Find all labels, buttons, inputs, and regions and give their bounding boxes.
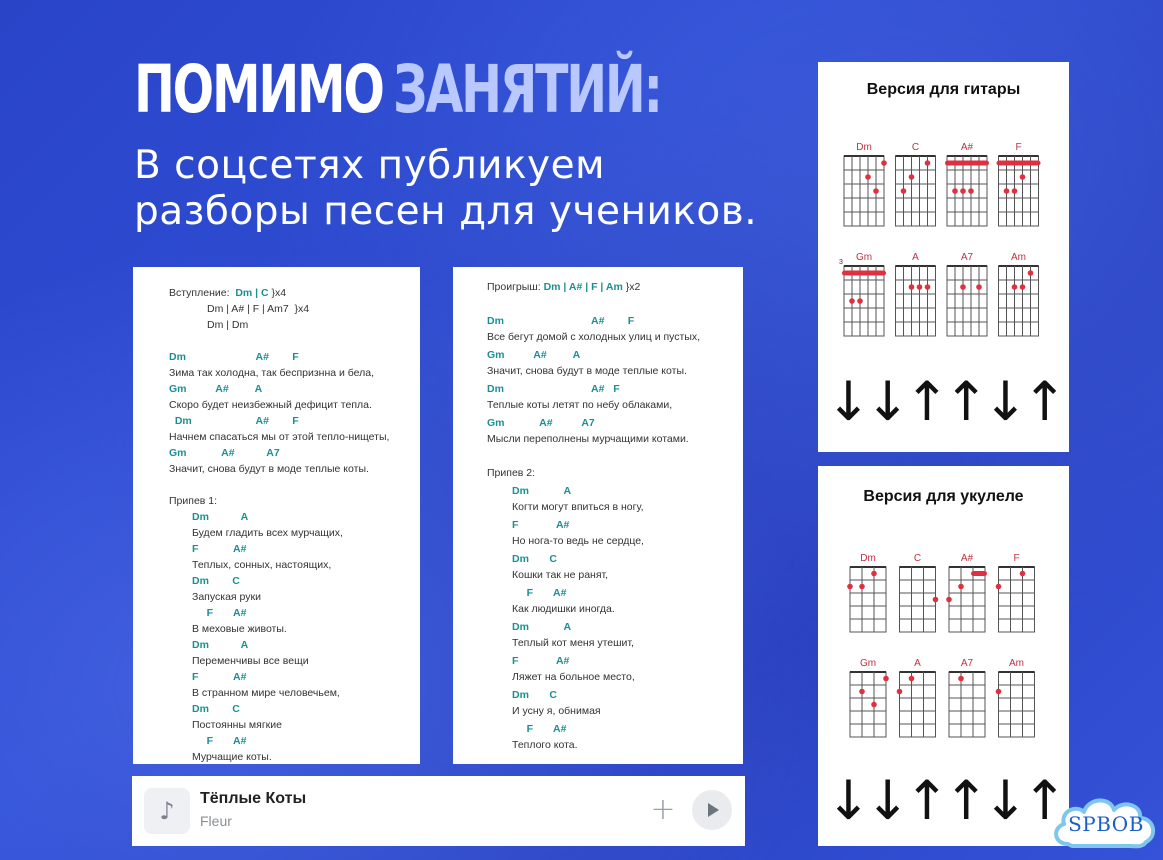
finger-dot: [871, 571, 877, 577]
chord-diagram: [850, 658, 889, 737]
lyric-line: Переменчивы все вещи: [192, 655, 309, 667]
finger-dot: [1020, 571, 1026, 577]
chord-progression: Dm | C: [235, 287, 269, 299]
repeat-count: }x4: [268, 287, 287, 299]
chord-line: Dm C: [192, 703, 240, 715]
finger-dot: [996, 689, 1002, 695]
ukulele-version-card: [818, 466, 1069, 846]
lyric-line: [169, 286, 286, 300]
chord-name: A: [914, 658, 921, 669]
barre-mark: [945, 161, 989, 166]
chord-diagram: [897, 658, 936, 737]
chord-diagram: [896, 142, 936, 226]
chord-line: Dm C: [512, 689, 557, 701]
lyric-line: Начнем спасаться мы от этой тепло-нищеты,: [169, 431, 390, 443]
finger-dot: [952, 188, 958, 194]
chord-name: C: [911, 142, 920, 153]
add-icon[interactable]: +: [650, 792, 676, 827]
finger-dot: [909, 284, 915, 290]
lyric-line: Когти могут впиться в ногу,: [512, 501, 644, 513]
spbob-logo: [1050, 790, 1162, 856]
fretboard: [900, 567, 936, 632]
play-icon: [708, 803, 719, 817]
chord-name: Am: [1011, 252, 1026, 263]
barre-mark: [842, 271, 886, 276]
track-artist[interactable]: Fleur: [200, 813, 232, 829]
lyric-line: Dm | A# | F | Am7 }x4: [207, 303, 310, 315]
fretboard: [949, 672, 985, 737]
finger-dot: [958, 584, 964, 590]
chord-progression: Dm | A# | F | Am: [543, 281, 623, 293]
chord-diagram: [999, 252, 1039, 336]
subheading-line-1: В соцсетях публикуем: [134, 143, 606, 188]
lyric-line: Кошки так не ранят,: [512, 569, 609, 581]
fretboard: [896, 266, 936, 336]
finger-dot: [1012, 284, 1018, 290]
finger-dot: [897, 689, 903, 695]
chord-name: Gm: [859, 658, 877, 669]
lyric-line: В странном мире человечьем,: [192, 687, 340, 699]
chord-line: F A#: [192, 671, 247, 683]
lyric-line: Теплых, сонных, настоящих,: [192, 559, 332, 571]
finger-dot: [958, 676, 964, 682]
chord-line: Dm A# F: [169, 351, 299, 363]
lyric-line: Dm | Dm: [207, 319, 249, 331]
chord-line: Dm A# F: [487, 315, 635, 327]
fretboard: [850, 672, 886, 737]
finger-dot: [849, 298, 855, 304]
finger-dot: [933, 597, 939, 603]
chord-line: F A#: [192, 543, 247, 555]
lyric-line: Ляжет на больное место,: [512, 671, 635, 683]
finger-dot: [901, 188, 907, 194]
lyric-line: Все бегут домой с холодных улиц и пустых,: [487, 331, 701, 343]
headline-accent: ЗАНЯТИЙ:: [393, 51, 661, 128]
finger-dot: [960, 284, 966, 290]
finger-dot: [1012, 188, 1018, 194]
chord-name: F: [1013, 553, 1020, 564]
music-note-icon: ♪: [144, 788, 190, 834]
chord-line: F A#: [512, 723, 567, 735]
lyric-line: Скоро будет неизбежный дефицит тепла.: [169, 399, 372, 411]
lyrics-sheet-right: [453, 267, 743, 764]
finger-dot: [881, 160, 887, 166]
fretboard: [949, 567, 985, 632]
barre-mark: [971, 571, 987, 576]
chord-line: F A#: [512, 587, 567, 599]
fretboard: [999, 266, 1039, 336]
fretboard: [900, 672, 936, 737]
guitar-card-title: Версия для гитары: [866, 81, 1021, 98]
chord-line: Gm A# A7: [487, 417, 595, 429]
chord-line: Dm A: [192, 639, 249, 651]
finger-dot: [857, 298, 863, 304]
lyric-line: Теплый кот меня утешит,: [512, 637, 634, 649]
finger-dot: [976, 284, 982, 290]
chord-line: Dm C: [512, 553, 557, 565]
finger-dot: [996, 584, 1002, 590]
lyrics-sheet-left: [133, 267, 420, 764]
finger-dot: [847, 584, 853, 590]
chord-line: Gm A# A7: [169, 447, 280, 459]
chord-line: F A#: [192, 735, 247, 747]
subheading-line-2: разборы песен для учеников.: [134, 189, 758, 234]
fretboard: [999, 672, 1035, 737]
chord-name: A#: [960, 142, 974, 153]
music-player[interactable]: [132, 776, 745, 846]
section-label: Проигрыш:: [487, 281, 544, 293]
finger-dot: [960, 188, 966, 194]
chord-diagram: [947, 252, 987, 336]
chord-diagram: [896, 252, 936, 336]
chord-diagram: [844, 142, 887, 226]
chord-line: Dm A# F: [487, 383, 620, 395]
chord-name: A#: [960, 553, 974, 564]
logo-text: SPBOB: [1068, 812, 1144, 836]
lyric-line: В меховые животы.: [192, 623, 287, 635]
lyric-line: Как людишки иногда.: [512, 603, 615, 615]
lyric-line: Мурчащие коты.: [192, 751, 272, 763]
chord-name: C: [913, 553, 922, 564]
page-headline: [134, 52, 661, 128]
lyric-line: И усну я, обнимая: [512, 705, 601, 717]
guitar-strum-pattern: ↓↓↑↑↓↑: [825, 370, 1062, 433]
lyric-line: Припев 2:: [487, 467, 536, 479]
chord-name: Dm: [856, 142, 872, 153]
chord-diagram: [945, 142, 989, 226]
repeat-count: }x2: [622, 281, 641, 293]
fretboard: [947, 266, 987, 336]
ukulele-card-title: Версия для укулеле: [863, 488, 1024, 505]
finger-dot: [968, 188, 974, 194]
chord-line: F A#: [512, 519, 570, 531]
finger-dot: [909, 676, 915, 682]
finger-dot: [1020, 174, 1026, 180]
chord-diagram: [839, 252, 886, 336]
finger-dot: [1020, 284, 1026, 290]
chord-name: F: [1015, 142, 1022, 153]
page-subheading: [134, 143, 757, 235]
finger-dot: [909, 174, 915, 180]
finger-dot: [859, 689, 865, 695]
guitar-version-card: [818, 62, 1069, 452]
chord-line: Dm A: [192, 511, 249, 523]
chord-name: A7: [960, 252, 974, 263]
chord-line: F A#: [192, 607, 247, 619]
finger-dot: [946, 597, 952, 603]
finger-dot: [917, 284, 923, 290]
chord-name: Dm: [860, 553, 876, 564]
fret-number: 3: [839, 259, 843, 266]
finger-dot: [883, 676, 889, 682]
track-title[interactable]: Тёплые Коты: [200, 790, 307, 807]
chord-name: A: [912, 252, 919, 263]
chord-diagram: [949, 658, 985, 737]
lyric-line: Припев 1:: [169, 495, 218, 507]
fretboard: [850, 567, 886, 632]
finger-dot: [1028, 270, 1034, 276]
chord-diagram: [847, 553, 886, 632]
lyric-line: [487, 280, 640, 294]
lyric-line: Будем гладить всех мурчащих,: [192, 527, 343, 539]
section-label: Вступление:: [169, 287, 236, 299]
chord-line: Dm A: [512, 621, 572, 633]
chord-diagram: [996, 658, 1035, 737]
ukulele-strum-pattern: ↓↓↑↑↓↑: [825, 769, 1062, 832]
play-button[interactable]: [692, 790, 732, 830]
finger-dot: [859, 584, 865, 590]
chord-diagram: [946, 553, 987, 632]
chord-diagram: [997, 142, 1041, 226]
fretboard: [999, 567, 1035, 632]
lyric-line: Мысли переполнены мурчащими котами.: [487, 433, 689, 445]
chord-diagram: [900, 553, 939, 632]
chord-line: Dm A# F: [169, 415, 299, 427]
finger-dot: [925, 160, 931, 166]
finger-dot: [865, 174, 871, 180]
lyric-line: Теплого кота.: [512, 739, 578, 751]
lyric-line: Значит, снова будут в моде теплые коты.: [169, 463, 369, 475]
chord-line: Dm A: [512, 485, 572, 497]
chord-line: Gm A# A: [169, 383, 263, 395]
finger-dot: [925, 284, 931, 290]
barre-mark: [997, 161, 1041, 166]
chord-name: Am: [1009, 658, 1024, 669]
lyric-line: Значит, снова будут в моде теплые коты.: [487, 365, 687, 377]
finger-dot: [1004, 188, 1010, 194]
chord-name: A7: [960, 658, 974, 669]
chord-line: Gm A# A: [487, 349, 581, 361]
lyric-line: Но нога-то ведь не сердце,: [512, 535, 644, 547]
finger-dot: [873, 188, 879, 194]
lyric-line: Зима так холодна, так беспризнна и бела,: [169, 367, 375, 379]
chord-line: Dm C: [192, 575, 240, 587]
chord-line: F A#: [512, 655, 570, 667]
lyric-line: Постоянны мягкие: [192, 719, 282, 731]
lyric-line: Теплые коты летят по небу облаками,: [487, 399, 673, 411]
headline-white: ПОМИМО: [134, 51, 383, 128]
finger-dot: [871, 702, 877, 708]
lyric-line: Запуская руки: [192, 591, 261, 603]
chord-diagram: [996, 553, 1035, 632]
chord-name: Gm: [855, 252, 873, 263]
